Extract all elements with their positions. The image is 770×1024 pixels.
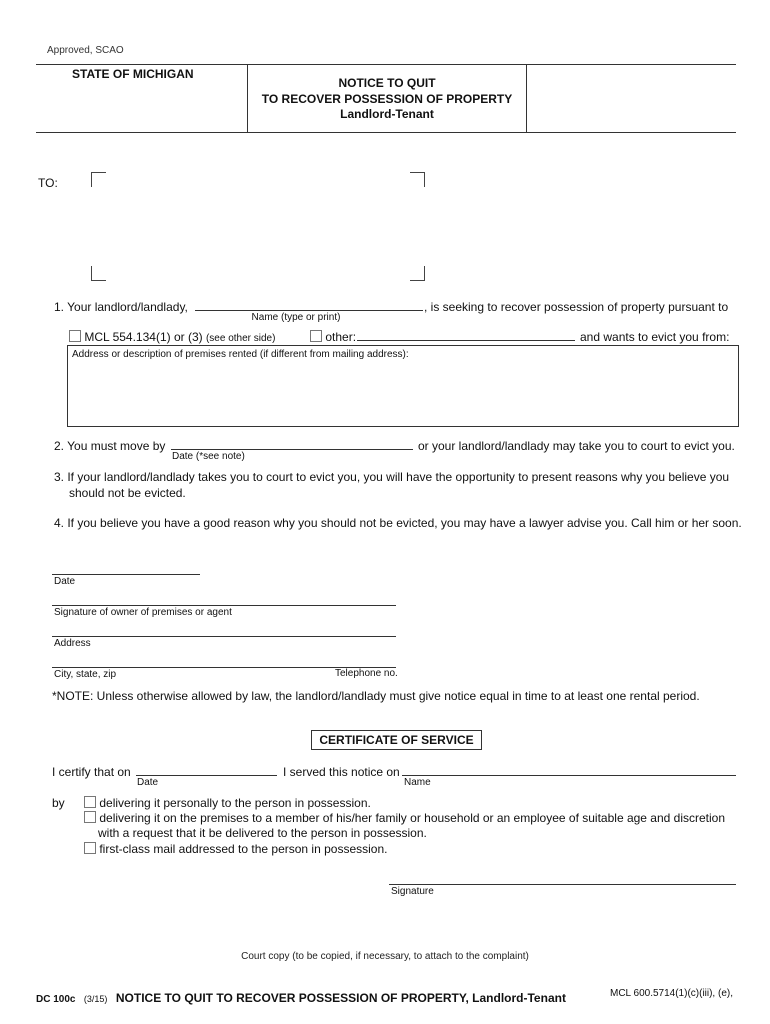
mcl-option-label: MCL 554.134(1) or (3) xyxy=(84,330,203,344)
other-option[interactable] xyxy=(310,330,356,344)
title-line-3: Landlord-Tenant xyxy=(340,107,434,121)
certify-prefix: I certify that on xyxy=(52,765,131,779)
premises-address-box[interactable] xyxy=(67,345,739,427)
other-statute-field[interactable] xyxy=(357,340,575,341)
item1-suffix: , is seeking to recover possession of property pursuant to xyxy=(424,300,729,314)
notice-note: *NOTE: Unless otherwise allowed by law, the landlord/landlady must give notice equal in time to at least one rental period. xyxy=(52,689,700,703)
certificate-title: CERTIFICATE OF SERVICE xyxy=(311,730,482,750)
title-line-1: NOTICE TO QUIT xyxy=(338,76,436,90)
item3-line2: should not be evicted. xyxy=(69,486,186,500)
served-text: I served this notice on xyxy=(283,765,400,779)
mcl-option[interactable] xyxy=(69,330,275,344)
landlord-name-field[interactable] xyxy=(195,310,423,311)
by-label: by xyxy=(52,796,65,810)
item3-line1: 3. If your landlord/landlady takes you to court to evict you, you will have the opportunity to present reasons why you believe you xyxy=(54,470,730,484)
header-divider-right xyxy=(526,64,527,132)
service-option-personal[interactable] xyxy=(84,796,371,810)
move-by-date-field[interactable] xyxy=(171,449,413,450)
service-option-mail[interactable] xyxy=(84,842,387,856)
mcl-option-note: (see other side) xyxy=(205,333,276,344)
court-copy-note: Court copy (to be copied, if necessary, to attach to the complaint) xyxy=(241,951,529,962)
service-date-field[interactable] xyxy=(136,775,277,776)
form-footer xyxy=(36,989,566,1007)
mail-label: first-class mail addressed to the person in possession. xyxy=(99,842,388,856)
evict-text: and wants to evict you from: xyxy=(580,330,730,344)
approved-label: Approved, SCAO xyxy=(47,45,124,56)
premises-label: delivering it on the premises to a member of his/her family or household or an employee of suitable age and discretion xyxy=(99,811,726,825)
personal-label: delivering it personally to the person in possession. xyxy=(99,796,371,810)
item2-prefix: 2. You must move by xyxy=(54,439,166,453)
personal-checkbox[interactable] xyxy=(84,796,96,808)
form-date: (3/15) xyxy=(83,994,108,1004)
item1-prefix: 1. Your landlord/landlady, xyxy=(54,300,188,314)
other-option-label: other: xyxy=(325,330,357,344)
item4-text: 4. If you believe you have a good reason why you should not be evicted, you may have a lawyer advise you. Call him or her soon. xyxy=(54,516,742,530)
service-date-caption: Date xyxy=(137,777,159,788)
service-option-premises[interactable] xyxy=(84,811,725,825)
mail-checkbox[interactable] xyxy=(84,842,96,854)
mcl-checkbox[interactable] xyxy=(69,330,81,342)
server-signature-field[interactable] xyxy=(389,884,736,885)
state-heading: STATE OF MICHIGAN xyxy=(72,67,194,81)
landlord-name-caption: Name (type or print) xyxy=(251,312,341,323)
to-label: TO: xyxy=(38,176,58,190)
premises-checkbox[interactable] xyxy=(84,811,96,823)
address-caption: Address xyxy=(54,638,91,649)
move-by-date-caption: Date (*see note) xyxy=(172,451,245,462)
owner-signature-caption: Signature of owner of premises or agent xyxy=(54,607,232,618)
served-name-field[interactable] xyxy=(402,775,736,776)
date-field[interactable] xyxy=(52,574,200,575)
telephone-caption: Telephone no. xyxy=(335,668,398,679)
item2-suffix: or your landlord/landlady may take you to court to evict you. xyxy=(418,439,735,453)
title-line-2: TO RECOVER POSSESSION OF PROPERTY xyxy=(261,92,513,106)
city-state-zip-caption: City, state, zip xyxy=(54,669,117,680)
owner-signature-field[interactable] xyxy=(52,605,396,606)
premises-label-cont: with a request that it be delivered to the person in possession. xyxy=(98,826,427,840)
served-name-caption: Name xyxy=(404,777,431,788)
statute-reference: MCL 600.5714(1)(c)(iii), (e), xyxy=(610,988,733,999)
other-checkbox[interactable] xyxy=(310,330,322,342)
server-signature-caption: Signature xyxy=(391,886,434,897)
premises-address-label: Address or description of premises rented (if different from mailing address): xyxy=(72,349,409,360)
address-field[interactable] xyxy=(52,636,396,637)
form-number: DC 100c xyxy=(36,994,76,1005)
form-title: NOTICE TO QUIT TO RECOVER POSSESSION OF PROPERTY, Landlord-Tenant xyxy=(115,991,566,1005)
date-caption: Date xyxy=(54,576,76,587)
